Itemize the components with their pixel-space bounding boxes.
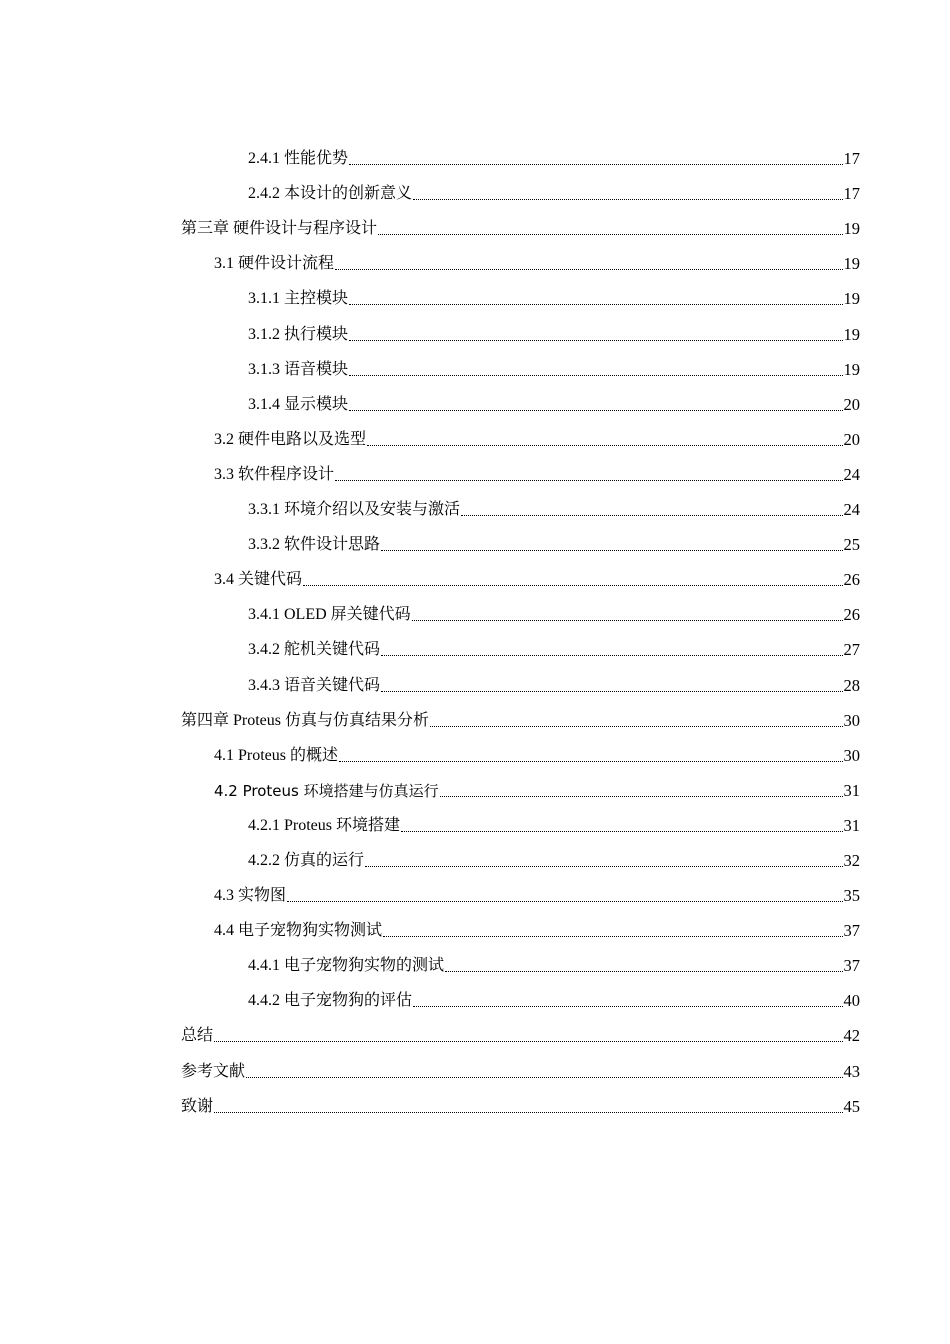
toc-leader-dots: [367, 445, 842, 446]
toc-entry-page: 31: [843, 780, 860, 800]
toc-entry-page: 20: [843, 394, 860, 414]
toc-leader-dots: [349, 164, 842, 165]
toc-entry[interactable]: [181, 206, 860, 241]
toc-entry[interactable]: [181, 487, 860, 522]
toc-entry[interactable]: [181, 557, 860, 592]
toc-entry-page: 28: [843, 675, 860, 695]
toc-entry[interactable]: [181, 803, 860, 838]
toc-entry[interactable]: [181, 768, 860, 803]
toc-entry[interactable]: [181, 662, 860, 697]
toc-entry-title: 4.4 电子宠物狗实物测试: [214, 922, 383, 940]
toc-leader-dots: [349, 304, 842, 305]
toc-entry-title: 第三章 硬件设计与程序设计: [181, 220, 378, 238]
toc-entry-page: 40: [843, 991, 860, 1011]
toc-entry-title: 4.2.1 Proteus 环境搭建: [248, 816, 401, 834]
toc-entry[interactable]: [181, 1048, 860, 1083]
toc-entry-page: 31: [843, 815, 860, 835]
toc-leader-dots: [339, 761, 842, 762]
toc-entry-page: 20: [843, 429, 860, 449]
toc-entry-title: 4.1 Proteus 的概述: [214, 746, 339, 764]
toc-entry-title: 致谢: [181, 1097, 214, 1115]
toc-entry-page: 32: [843, 850, 860, 870]
toc-entry-title: 总结: [181, 1027, 214, 1045]
toc-entry-page: 19: [843, 359, 860, 379]
toc-entry-title: 3.4.3 语音关键代码: [248, 676, 381, 694]
toc-entry[interactable]: [181, 522, 860, 557]
toc-leader-dots: [335, 269, 842, 270]
toc-entry-title: 2.4.2 本设计的创新意义: [248, 185, 413, 203]
toc-leader-dots: [349, 410, 842, 411]
toc-leader-dots: [381, 691, 842, 692]
toc-entry-page: 24: [843, 464, 860, 484]
toc-entry-title: 2.4.1 性能优势: [248, 150, 349, 168]
toc-leader-dots: [303, 585, 842, 586]
toc-entry[interactable]: [181, 908, 860, 943]
toc-entry-title: 参考文献: [181, 1062, 246, 1080]
toc-leader-dots: [445, 971, 842, 972]
toc-entry[interactable]: [181, 733, 860, 768]
toc-entry[interactable]: [181, 136, 860, 171]
toc-leader-dots: [461, 515, 842, 516]
toc-leader-dots: [430, 726, 842, 727]
toc-entry-page: 37: [843, 921, 860, 941]
toc-entry-title: 3.3 软件程序设计: [214, 465, 335, 483]
toc-entry[interactable]: [181, 627, 860, 662]
toc-entry-title: 3.3.2 软件设计思路: [248, 536, 381, 554]
toc-entry-title: 3.1.2 执行模块: [248, 325, 349, 343]
toc-entry-title: 4.3 实物图: [214, 887, 287, 905]
toc-leader-dots: [413, 199, 842, 200]
toc-leader-dots: [381, 655, 842, 656]
toc-entry-page: 30: [843, 710, 860, 730]
toc-entry[interactable]: [181, 1013, 860, 1048]
toc-entry-page: 17: [843, 149, 860, 169]
toc-leader-dots: [365, 866, 842, 867]
toc-entry-title: 第四章 Proteus 仿真与仿真结果分析: [181, 711, 430, 729]
toc-leader-dots: [440, 796, 843, 797]
toc-entry-title: 3.2 硬件电路以及选型: [214, 430, 367, 448]
toc-entry-page: 19: [843, 324, 860, 344]
toc-entry[interactable]: [181, 1084, 860, 1119]
toc-entry-page: 45: [843, 1096, 860, 1116]
toc-entry-page: 25: [843, 535, 860, 555]
toc-entry[interactable]: [181, 978, 860, 1013]
toc-entry-title: 3.1.3 语音模块: [248, 360, 349, 378]
toc-leader-dots: [349, 340, 842, 341]
toc-entry-title: 4.2.2 仿真的运行: [248, 851, 365, 869]
toc-entry-page: 17: [843, 184, 860, 204]
toc-entry-page: 19: [843, 254, 860, 274]
toc-entry-page: 43: [843, 1061, 860, 1081]
toc-entry-title: 3.4 关键代码: [214, 571, 303, 589]
toc-entry-page: 27: [843, 640, 860, 660]
toc-entry-title: 4.4.1 电子宠物狗实物的测试: [248, 957, 445, 975]
toc-entry-title: 3.1.1 主控模块: [248, 290, 349, 308]
toc-entry-page: 35: [843, 886, 860, 906]
toc-entry-page: 42: [843, 1026, 860, 1046]
toc-entry-page: 19: [843, 219, 860, 239]
toc-entry[interactable]: [181, 171, 860, 206]
toc-entry[interactable]: [181, 592, 860, 627]
toc-leader-dots: [214, 1112, 842, 1113]
toc-leader-dots: [349, 375, 842, 376]
toc-entry[interactable]: [181, 943, 860, 978]
toc-entry-page: 37: [843, 956, 860, 976]
toc-leader-dots: [412, 620, 843, 621]
toc-entry-page: 26: [843, 605, 860, 625]
toc-entry-page: 30: [843, 745, 860, 765]
toc-entry[interactable]: [181, 452, 860, 487]
toc-leader-dots: [401, 831, 842, 832]
toc-entry-title: 3.1 硬件设计流程: [214, 255, 335, 273]
toc-entry-title: 3.4.1 OLED 屏关键代码: [248, 606, 411, 624]
toc-entry-title: 3.3.1 环境介绍以及安装与激活: [248, 501, 461, 519]
toc-leader-dots: [214, 1041, 842, 1042]
toc-entry-title: 4.4.2 电子宠物狗的评估: [248, 992, 413, 1010]
toc-entry[interactable]: [181, 698, 860, 733]
toc-entry-page: 24: [843, 500, 860, 520]
toc-entry[interactable]: [181, 276, 860, 311]
toc-entry[interactable]: [181, 241, 860, 276]
toc-leader-dots: [378, 234, 842, 235]
toc-entry-page: 19: [843, 289, 860, 309]
toc-leader-dots: [287, 901, 842, 902]
toc-entry[interactable]: [181, 347, 860, 382]
toc-leader-dots: [381, 550, 842, 551]
toc-entry-title: 3.4.2 舵机关键代码: [248, 641, 381, 659]
toc-leader-dots: [413, 1006, 842, 1007]
toc-leader-dots: [383, 936, 842, 937]
toc-entry[interactable]: [181, 873, 860, 908]
toc-entry[interactable]: [181, 417, 860, 452]
toc-leader-dots: [335, 480, 842, 481]
table-of-contents: [181, 136, 860, 1119]
toc-entry[interactable]: [181, 311, 860, 346]
toc-leader-dots: [246, 1077, 842, 1078]
toc-entry-page: 26: [843, 570, 860, 590]
toc-entry[interactable]: [181, 382, 860, 417]
toc-entry[interactable]: [181, 838, 860, 873]
toc-entry-title: 3.1.4 显示模块: [248, 395, 349, 413]
toc-entry-title: 4.2 Proteus 环境搭建与仿真运行: [214, 781, 439, 800]
